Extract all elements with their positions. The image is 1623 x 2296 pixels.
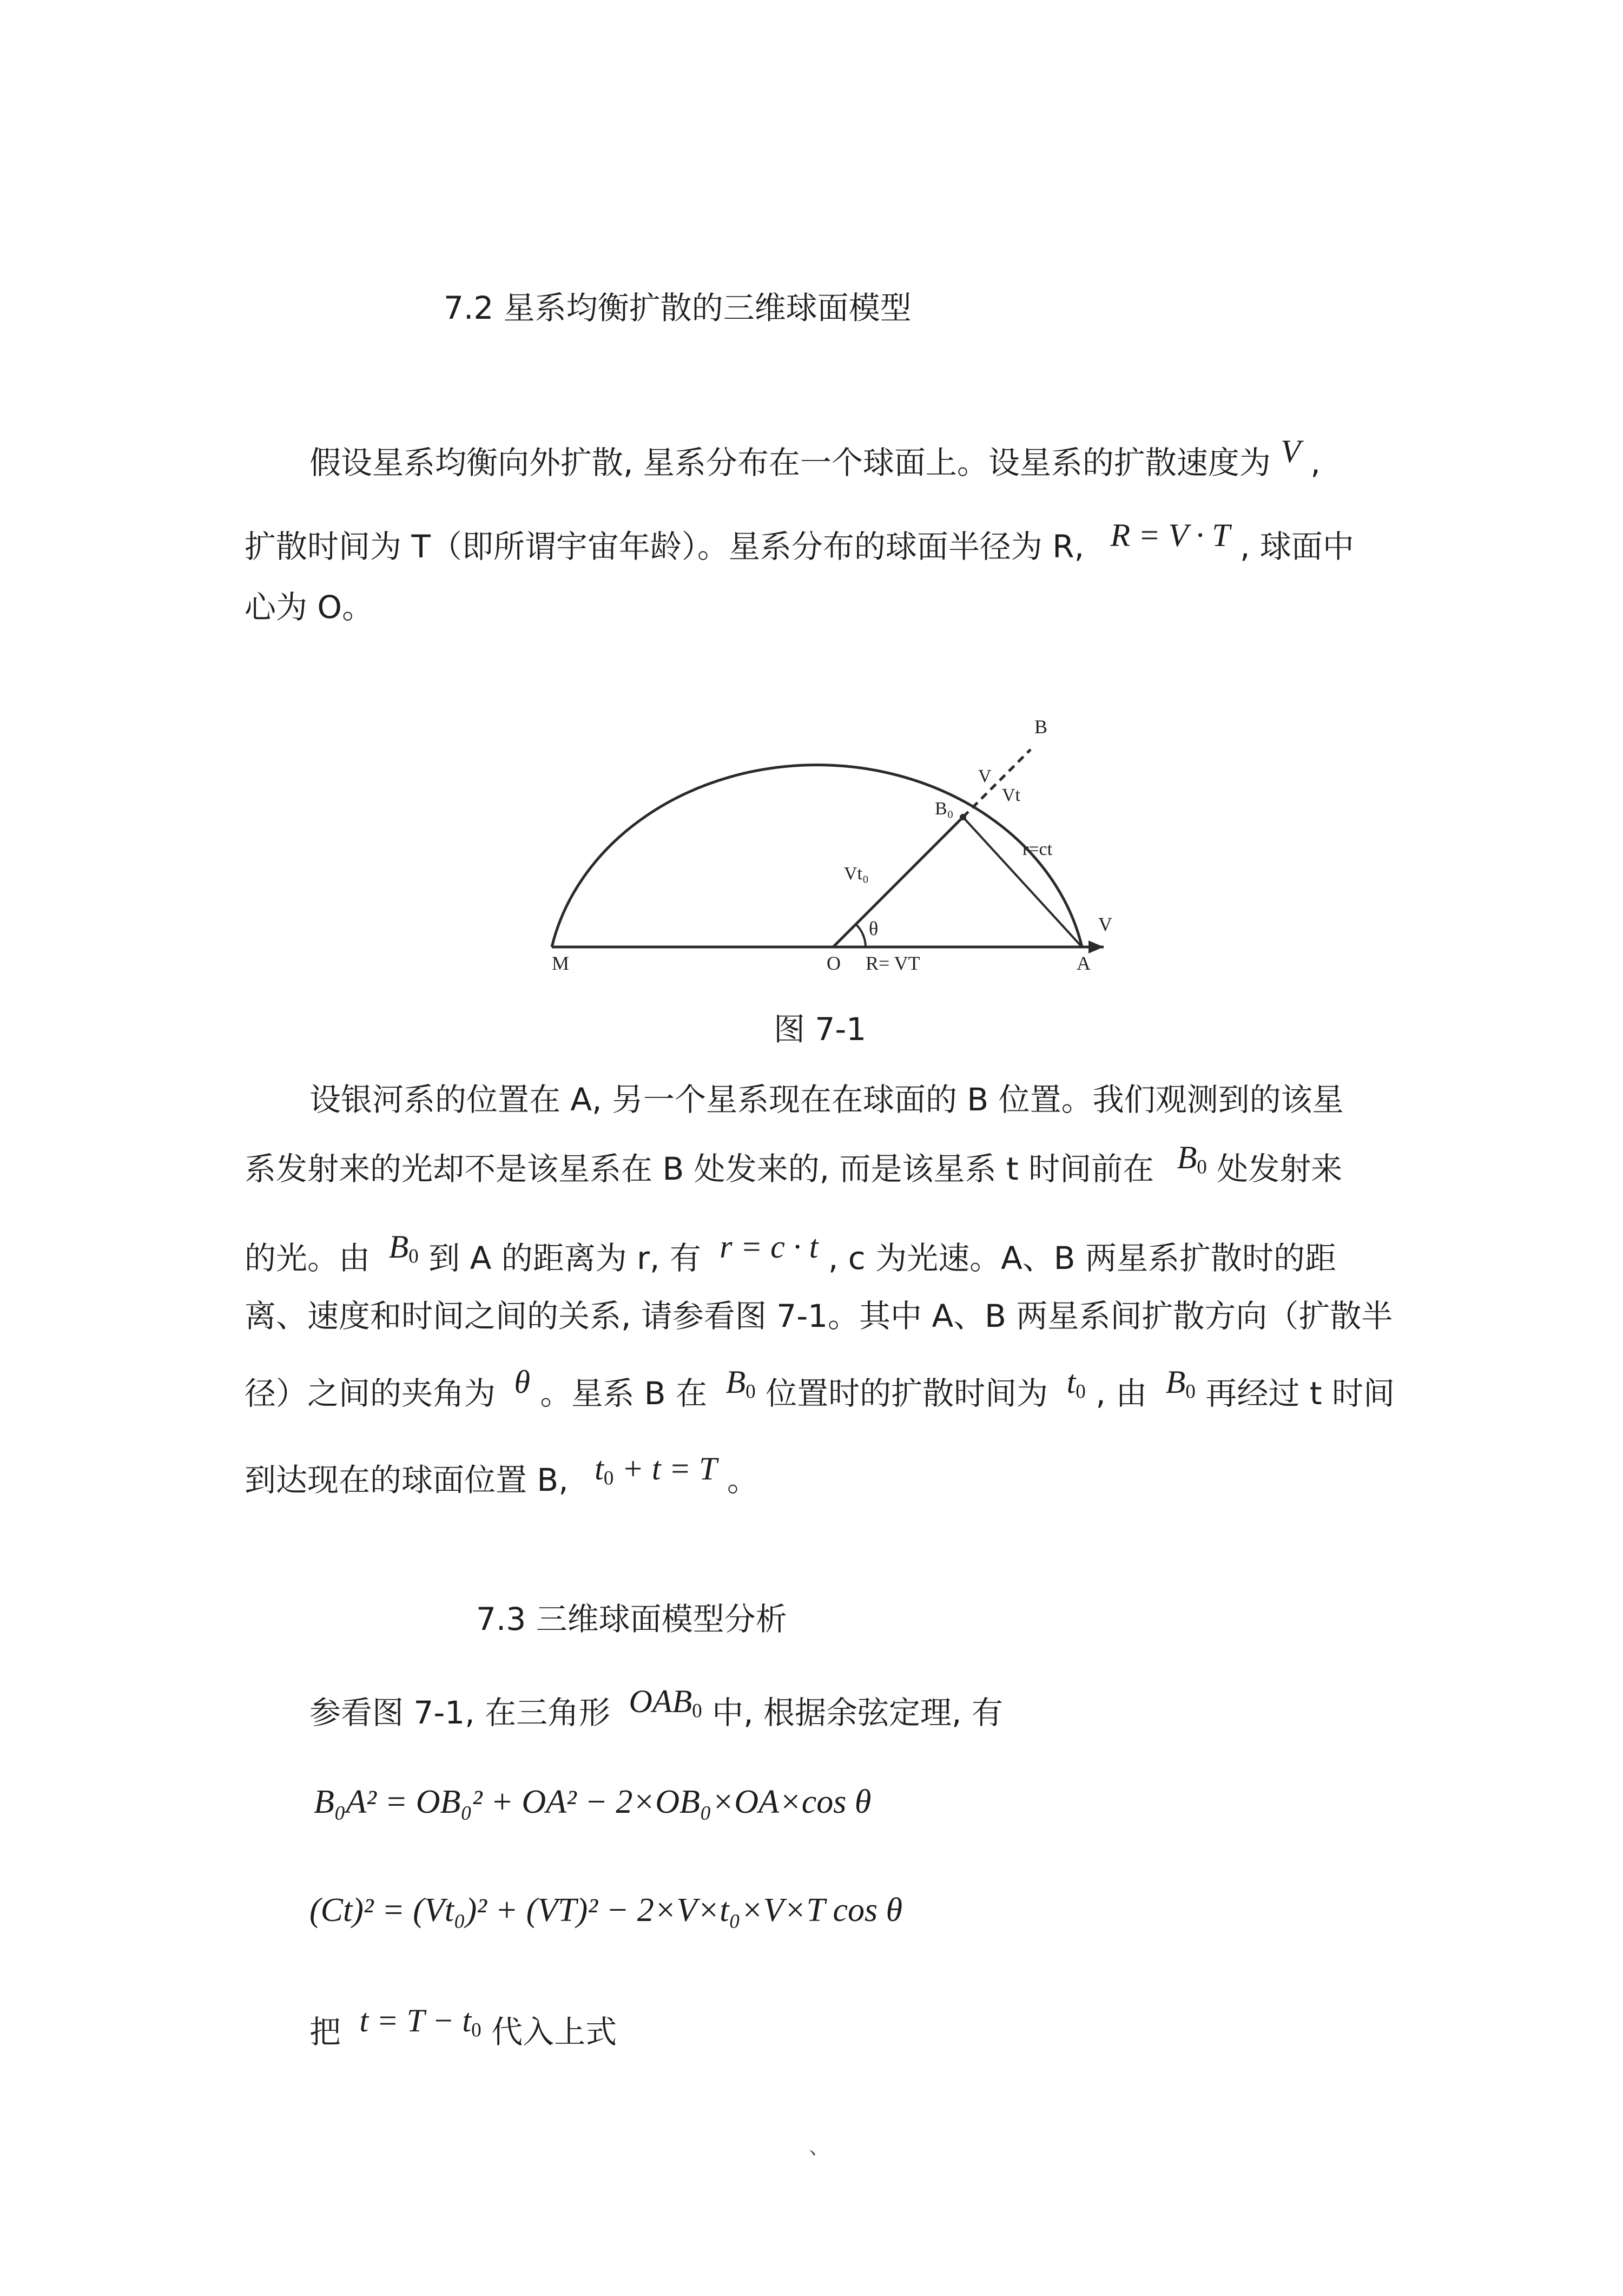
- label-b: B: [1034, 716, 1048, 738]
- section-heading-7-2: 7.2 星系均衡扩散的三维球面模型: [444, 290, 912, 326]
- math-t-equals-t-minus-t0: $t = T - t_0$: [359, 2003, 481, 2042]
- text: 扩散时间为 T（即所谓宇宙年龄）。星系分布的球面半径为 R,: [245, 528, 1085, 565]
- text: 。: [727, 1462, 758, 1498]
- paragraph-line: [309, 433, 1321, 483]
- math-b0: $B_0$: [1177, 1140, 1207, 1179]
- b0-point: [960, 814, 966, 820]
- text: 参看图 7-1, 在三角形: [309, 1694, 611, 1731]
- label-v-axis: V: [1098, 913, 1112, 935]
- text: 处发射来: [1217, 1150, 1343, 1187]
- math-b0: $B_0$: [388, 1229, 419, 1268]
- text: 的光。由: [245, 1240, 371, 1277]
- v-axis-arrow: [1088, 940, 1104, 953]
- paragraph-line: [309, 2002, 617, 2052]
- label-v-top: V: [978, 766, 992, 786]
- text: 系发射来的光却不是该星系在 B 处发来的, 而是该星系 t 时间前在: [245, 1150, 1154, 1187]
- text: 。星系 B 在: [540, 1375, 708, 1412]
- text: , 由: [1096, 1375, 1147, 1412]
- label-b0: B₀: [935, 799, 954, 819]
- section-heading-7-3: 7.3 三维球面模型分析: [476, 1601, 787, 1637]
- text: 中, 根据余弦定理, 有: [712, 1694, 1003, 1731]
- text: 位置时的扩散时间为: [766, 1375, 1048, 1412]
- math-v: V: [1281, 433, 1301, 469]
- paragraph-line: [245, 1139, 1342, 1189]
- label-vt0: Vt₀: [844, 864, 869, 884]
- paragraph-line: [309, 1683, 1003, 1733]
- text: , c 为光速。A、B 两星系扩散时的距: [828, 1240, 1336, 1277]
- label-r-equals-vt: R= VT: [866, 952, 920, 974]
- math-r-equals-vt: R = V · T: [1110, 517, 1230, 553]
- figure-7-1-diagram: [541, 655, 1125, 979]
- text: 到达现在的球面位置 B,: [245, 1462, 569, 1498]
- equation-substituted: (Ct)² = (Vt₀)² + (VT)² − 2×V×t₀×V×T cos θ: [309, 1892, 903, 1929]
- paragraph-line: [245, 1364, 1395, 1413]
- math-r-equals-ct: r = c · t: [720, 1229, 819, 1265]
- math-t0: $t_0$: [1066, 1364, 1086, 1403]
- text: ,: [1310, 444, 1321, 481]
- theta-arc: [856, 924, 866, 947]
- footer-mark: 、: [809, 2134, 830, 2159]
- label-vt: Vt: [1002, 785, 1020, 805]
- math-theta: θ: [514, 1364, 530, 1400]
- paragraph-line: 离、速度和时间之间的关系, 请参看图 7-1。其中 A、B 两星系间扩散方向（扩散半: [245, 1298, 1393, 1334]
- paragraph-line: 设银河系的位置在 A, 另一个星系现在在球面的 B 位置。我们观测到的该星: [309, 1081, 1344, 1118]
- paragraph-line: 心为 O。: [245, 589, 374, 626]
- text: 假设星系均衡向外扩散, 星系分布在一个球面上。设星系的扩散速度为: [309, 444, 1271, 481]
- line-b0-a: [963, 817, 1082, 947]
- label-a: A: [1077, 952, 1091, 974]
- text: 代入上式: [491, 2014, 617, 2050]
- paragraph-line: [245, 517, 1354, 567]
- label-o: O: [827, 952, 841, 974]
- figure-caption: 图 7-1: [774, 1011, 867, 1048]
- label-r-equals-ct: r=ct: [1022, 839, 1053, 859]
- text: 径）之间的夹角为: [245, 1375, 496, 1412]
- math-b0: $B_0$: [725, 1364, 756, 1403]
- math-oab0: $OAB_0$: [629, 1683, 702, 1722]
- text: 把: [309, 2014, 341, 2050]
- math-t0-plus-t-equals-t: $t_0 + t = T$: [595, 1451, 717, 1490]
- equation-cosine-law: B₀A² = OB₀² + OA² − 2×OB₀×OA×cos θ: [314, 1784, 872, 1820]
- math-b0: $B_0$: [1165, 1364, 1196, 1403]
- paragraph-line: [245, 1450, 758, 1500]
- text: 到 A 的距离为 r, 有: [428, 1240, 701, 1277]
- paragraph-line: [245, 1228, 1336, 1278]
- line-b0-b-dashed: [963, 749, 1031, 817]
- text: , 球面中: [1240, 528, 1354, 565]
- label-theta: θ: [869, 918, 879, 939]
- label-m: M: [552, 952, 570, 974]
- text: 再经过 t 时间: [1205, 1375, 1395, 1412]
